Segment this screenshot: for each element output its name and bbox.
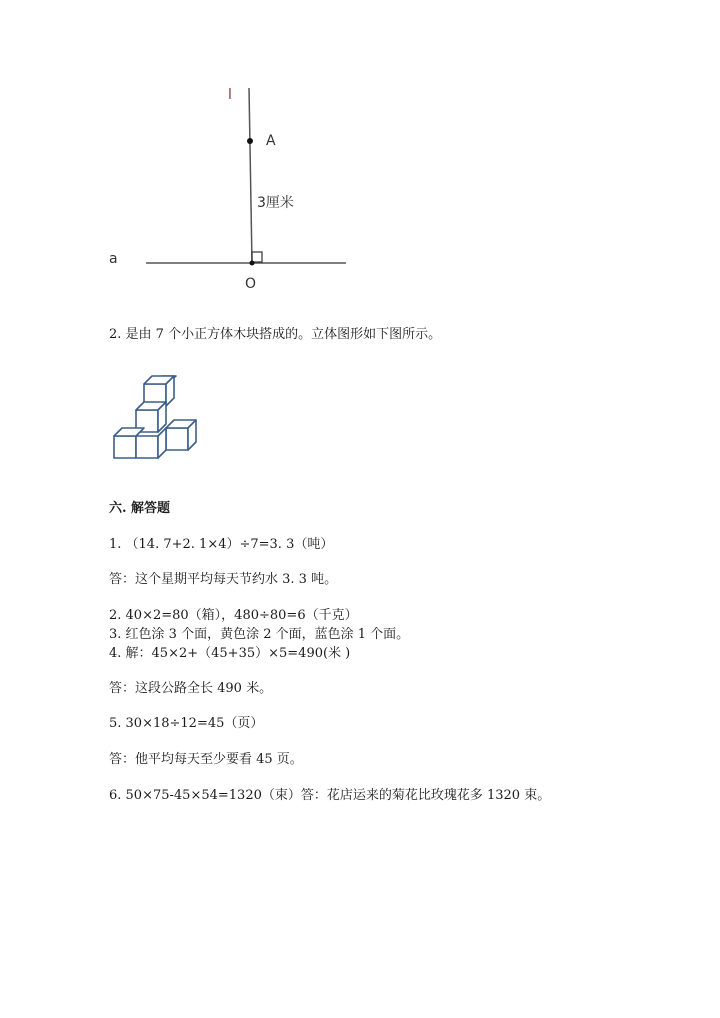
point-a [247, 138, 253, 144]
label-distance: 3厘米 [257, 195, 294, 211]
solution-5: 5. 30×18÷12=45（页） [109, 716, 264, 731]
solution-1: 1. （14. 7+2. 1×4）÷7=3. 3（吨） [109, 537, 334, 552]
label-line-a: a [109, 251, 118, 267]
right-angle-mark [252, 252, 262, 262]
perpendicular-figure [100, 80, 360, 300]
label-point-o: O [245, 276, 257, 292]
cubes-figure [108, 370, 204, 466]
solution-2: 2. 40×2=80（箱），480÷80=6（千克） [109, 608, 358, 623]
point-o [250, 261, 255, 266]
solution-4: 4. 解：45×2+（45+35）×5=490(米 ) [109, 646, 351, 661]
cube-right [166, 420, 196, 450]
line-l [249, 88, 252, 263]
solution-4-answer: 答：这段公路全长 490 米。 [109, 681, 273, 696]
solution-5-answer: 答：他平均每天至少要看 45 页。 [109, 752, 303, 767]
question-2-text: 2. 是由 7 个小正方体木块搭成的。立体图形如下图所示。 [109, 327, 442, 342]
solution-1-answer: 答：这个星期平均每天节约水 3. 3 吨。 [109, 572, 338, 587]
solution-3: 3. 红色涂 3 个面，黄色涂 2 个面，蓝色涂 1 个面。 [109, 627, 410, 642]
label-point-a: A [266, 133, 276, 149]
section-title: 六. 解答题 [109, 501, 171, 516]
label-line-l: l [228, 87, 232, 103]
solution-6: 6. 50×75-45×54=1320（束）答：花店运来的菊花比玫瑰花多 1320 束。 [109, 788, 551, 803]
